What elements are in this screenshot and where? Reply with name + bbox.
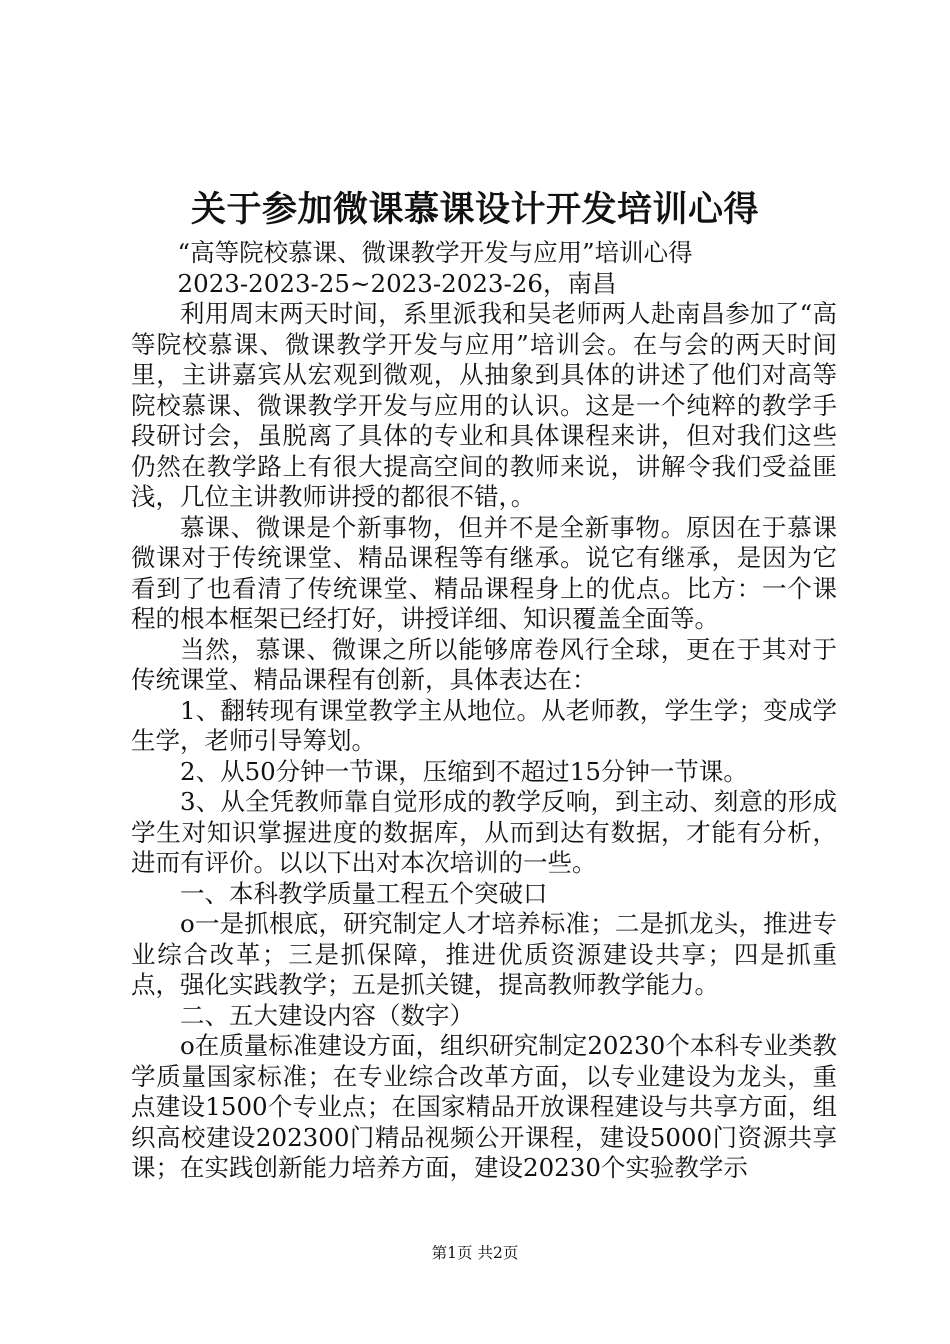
- page-footer: 第1页 共2页: [431, 1244, 519, 1262]
- body-paragraph: 利用周末两天时间，系里派我和吴老师两人赴南昌参加了“高等院校慕课、微课教学开发与应用”培训会。在与会的两天时间里，主讲嘉宾从宏观到微观，从抽象到具体的讲述了他们对高等院校慕课、微课教学开发与应用的认识。这是一个纯粹的教学手段研讨会，虽脱离了具体的专业和具体课程来讲，但对我们这些仍然在教学路上有很大提高空间的教师来说，讲解令我们受益匪浅，几位主讲教师讲授的都很不错，。: [131, 299, 837, 511]
- section-heading: 二、五大建设内容（数字）: [180, 1000, 474, 1030]
- section-heading: 一、本科教学质量工程五个突破口: [180, 878, 548, 908]
- document-body: [131, 238, 837, 1184]
- document-title: 关于参加微课慕课设计开发培训心得: [190, 190, 759, 230]
- body-paragraph: 当然，慕课、微课之所以能够席卷风行全球，更在于其对于传统课堂、精品课程有创新，具体表达在：: [131, 634, 837, 694]
- body-paragraph: o在质量标准建设方面，组织研究制定20230个本科专业类教学质量国家标准；在专业综合改革方面，以专业建设为龙头，重点建设1500个专业点；在国家精品开放课程建设与共享方面，组织高校建设202300门精品视频公开课程，建设5000门资源共享课；在实践创新能力培养方面，建设20230个实验教学示: [131, 1031, 837, 1182]
- list-item: 1、翻转现有课堂教学主从地位。从老师教，学生学；变成学生学，老师引导筹划。: [131, 695, 837, 755]
- list-item: 2、从50分钟一节课，压缩到不超过15分钟一节课。: [180, 756, 748, 786]
- body-paragraph: 慕课、微课是个新事物，但并不是全新事物。原因在于慕课微课对于传统课堂、精品课程等有继承。说它有继承，是因为它看到了也看清了传统课堂、精品课程身上的优点。比方：一个课程的根本框架已经打好，讲授详细、知识覆盖全面等。: [131, 512, 837, 633]
- date-location-line: 2023-2023-25~2023-2023-26，南昌: [177, 268, 617, 298]
- subtitle-line: “高等院校慕课、微课教学开发与应用”培训心得: [177, 238, 693, 267]
- list-item: 3、从全凭教师靠自觉形成的教学反响，到主动、刻意的形成学生对知识掌握进度的数据库，从而到达有数据，才能有分析，进而有评价。以以下出对本次培训的一些。: [131, 787, 837, 877]
- body-paragraph: o一是抓根底，研究制定人才培养标准；二是抓龙头，推进专业综合改革；三是抓保障，推进优质资源建设共享；四是抓重点，强化实践教学；五是抓关键，提高教师教学能力。: [131, 909, 837, 999]
